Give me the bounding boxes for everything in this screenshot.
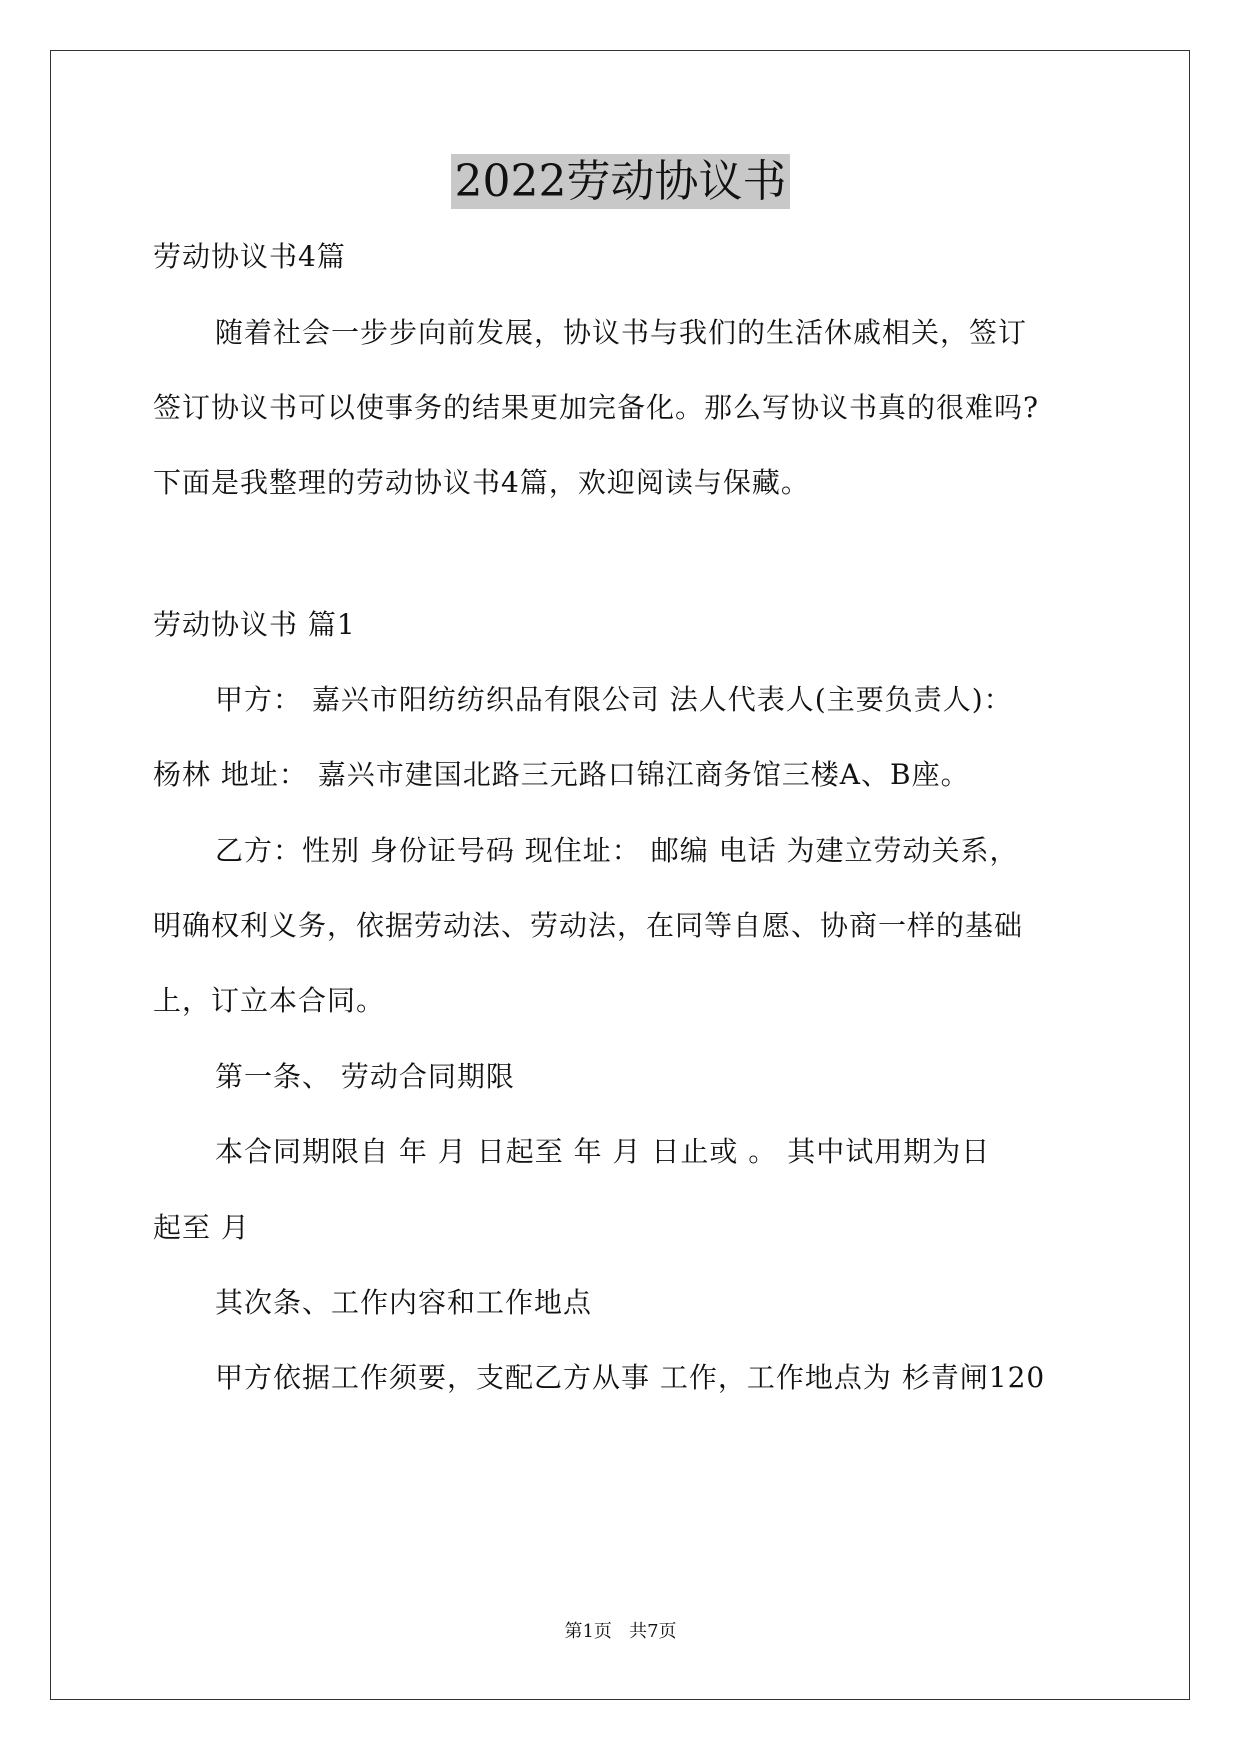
- page-border: [50, 50, 1190, 1700]
- article-1-line-1: 本合同期限自 年 月 日起至 年 月 日止或 。 其中试用期为日: [215, 1135, 991, 1168]
- intro-line-3: 下面是我整理的劳动协议书4篇，欢迎阅读与保藏。: [153, 466, 810, 499]
- article-1-heading: 第一条、 劳动合同期限: [215, 1060, 515, 1093]
- party-a-line-2: 杨林 地址： 嘉兴市建国北路三元路口锦江商务馆三楼A、B座。: [153, 758, 970, 791]
- page-number: 第1页 共7页: [564, 1621, 677, 1642]
- party-b-line-1: 乙方：性别 身份证号码 现住址： 邮编 电话 为建立劳动关系，: [215, 834, 1019, 867]
- document-title-text: 2022劳动协议书: [451, 154, 791, 209]
- intro-line-1: 随着社会一步步向前发展，协议书与我们的生活休戚相关，签订: [215, 316, 1028, 349]
- document-title: [0, 152, 1241, 212]
- party-a-line-1: 甲方： 嘉兴市阳纺纺织品有限公司 法人代表人(主要负责人)：: [215, 683, 1013, 716]
- intro-line-2: 签订协议书可以使事务的结果更加完备化。那么写协议书真的很难吗?: [153, 391, 1040, 424]
- article-1-line-2: 起至 月: [153, 1211, 250, 1244]
- article-2-heading: 其次条、工作内容和工作地点: [215, 1286, 593, 1319]
- section-heading: 劳动协议书 篇1: [153, 608, 356, 641]
- article-2-line-1: 甲方依据工作须要，支配乙方从事 工作，工作地点为 杉青闸120: [215, 1361, 1046, 1394]
- party-b-line-3: 上，订立本合同。: [153, 984, 386, 1017]
- subtitle-line: 劳动协议书4篇: [153, 240, 346, 273]
- party-b-line-2: 明确权利义务，依据劳动法、劳动法，在同等自愿、协商一样的基础: [153, 909, 1024, 942]
